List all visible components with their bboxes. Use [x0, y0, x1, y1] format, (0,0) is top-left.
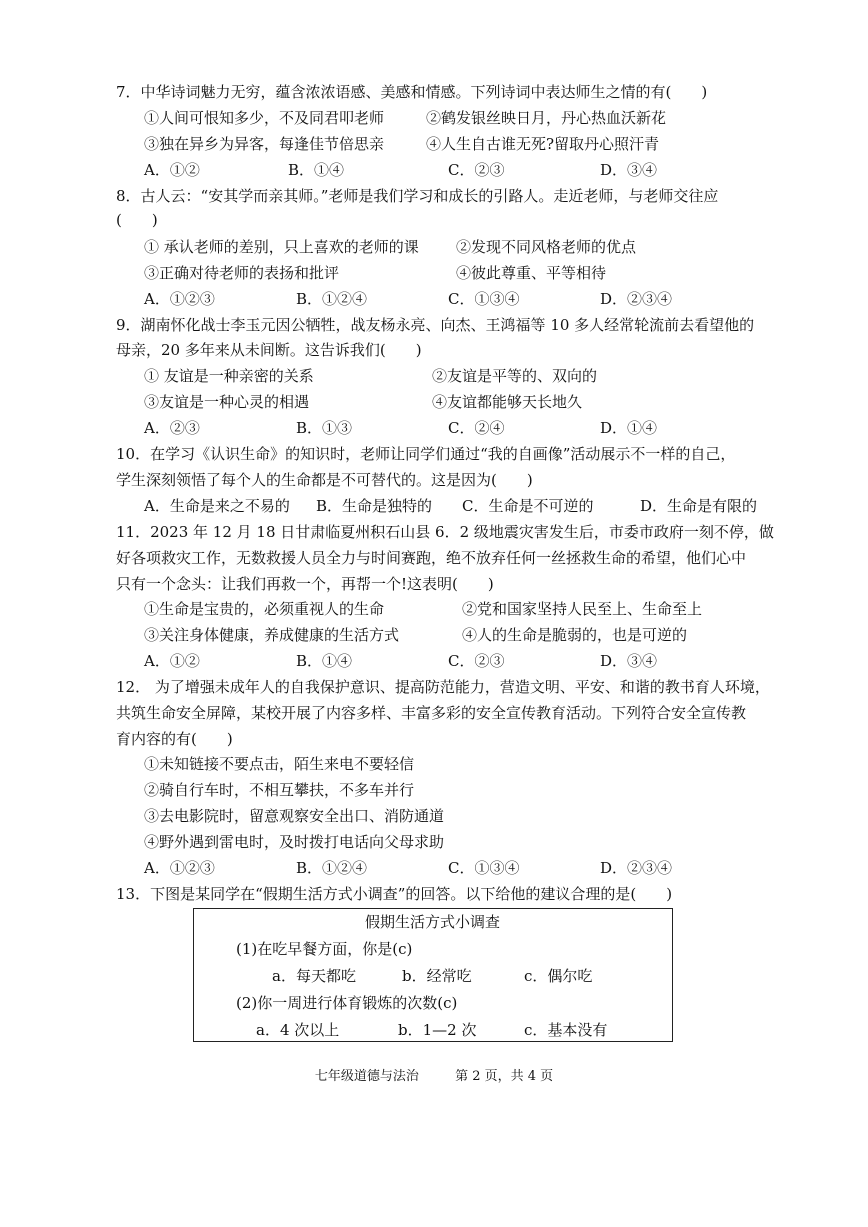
question-7-option-d[interactable]: D．③④ — [600, 161, 658, 179]
survey-question-2: (2)你一周进行体育锻炼的次数(c) — [236, 994, 458, 1012]
question-9-statement-4: ④友谊都能够天长地久 — [432, 393, 583, 411]
question-7-option-c[interactable]: C．②③ — [448, 161, 505, 179]
question-8-option-b[interactable]: B．①②④ — [296, 290, 368, 308]
question-7-statement-3: ③独在异乡为异客，每逢佳节倍思亲 — [144, 135, 385, 153]
question-7-option-a[interactable]: A．①② — [144, 161, 200, 179]
question-9-statements-row-2 — [144, 390, 764, 415]
question-10-stem-cont: 学生深刻领悟了每个人的生命都是不可替代的。这是因为( ) — [116, 471, 533, 489]
question-8-statements-row-1 — [144, 235, 764, 260]
question-8-option-d[interactable]: D．②③④ — [600, 290, 673, 308]
question-9-statement-1: ① 友谊是一种亲密的关系 — [144, 367, 314, 385]
question-11-option-c[interactable]: C．②③ — [448, 652, 505, 670]
survey-title: 假期生活方式小调查 — [364, 913, 500, 931]
question-9-options — [144, 416, 764, 441]
question-11-option-b[interactable]: B．①④ — [296, 652, 353, 670]
question-8-statement-2: ②发现不同风格老师的优点 — [456, 238, 637, 256]
question-10-option-c[interactable]: C．生命是不可逆的 — [462, 497, 594, 515]
question-12-stem: 12． 为了增强未成年人的自我保护意识、提高防范能力，营造文明、平安、和谐的教书育人环境， — [116, 678, 770, 696]
question-11-statement-4: ④人的生命是脆弱的，也是可逆的 — [462, 626, 688, 644]
question-9-option-c[interactable]: C．②④ — [448, 419, 505, 437]
question-8-option-c[interactable]: C．①③④ — [448, 290, 520, 308]
question-10-options — [144, 494, 764, 519]
footer-page-number: 第 2 页，共 4 页 — [455, 1069, 554, 1084]
question-9-statement-2: ②友谊是平等的、双向的 — [432, 367, 598, 385]
question-8-stem-cont: ( ) — [116, 211, 158, 229]
question-13-stem: 13．下图是某同学在“假期生活方式小调查”的回答。以下给他的建议合理的是( ) — [116, 885, 673, 903]
question-11-statements-row-1 — [144, 597, 764, 622]
question-8-stem: 8．古人云：“安其学而亲其师。”老师是我们学习和成长的引路人。走近老师，与老师交往应 — [116, 187, 719, 205]
question-8-statement-3: ③正确对待老师的表扬和批评 — [144, 264, 340, 282]
question-12-statement-3-text: ③去电影院时，留意观察安全出口、消防通道 — [144, 807, 445, 825]
question-11-statement-2: ②党和国家坚持人民至上、生命至上 — [462, 600, 703, 618]
question-9-statement-3: ③友谊是一种心灵的相遇 — [144, 393, 310, 411]
question-12-option-d[interactable]: D．②③④ — [600, 859, 673, 877]
survey-q1-option-a: a．每天都吃 — [272, 967, 356, 985]
survey-q1-option-b: b．经常吃 — [402, 967, 472, 985]
question-8-options — [144, 287, 764, 312]
question-11-statement-3: ③关注身体健康，养成健康的生活方式 — [144, 626, 400, 644]
question-11-statements-row-2 — [144, 623, 764, 648]
survey-q1-option-c: c．偶尔吃 — [524, 967, 593, 985]
question-8-statement-1: ① 承认老师的差别，只上喜欢的老师的课 — [144, 238, 419, 256]
footer-subject: 七年级道德与法治 — [314, 1069, 419, 1084]
question-7-options — [144, 158, 764, 183]
question-8-statements-row-2 — [144, 261, 764, 286]
question-9-option-d[interactable]: D．①④ — [600, 419, 658, 437]
question-11-stem: 11．2023 年 12 月 18 日甘肃临夏州积石山县 6．2 级地震灾害发生后，市委市政府一刻不停，做 — [116, 523, 774, 541]
question-10-option-a[interactable]: A．生命是来之不易的 — [144, 497, 290, 515]
question-11-statement-1: ①生命是宝贵的，必须重视人的生命 — [144, 600, 385, 618]
question-10-stem: 10．在学习《认识生命》的知识时，老师让同学们通过“我的自画像”活动展示不一样的自己， — [116, 445, 736, 463]
question-12-statement-4 — [144, 830, 764, 855]
question-12-statement-2 — [144, 778, 764, 803]
question-8-statement-4: ④彼此尊重、平等相待 — [456, 264, 607, 282]
question-12-statement-1-text: ①未知链接不要点击，陌生来电不要轻信 — [144, 755, 415, 773]
question-7-statements-row-2 — [144, 132, 764, 157]
question-12-statement-4-text: ④野外遇到雷电时，及时拨打电话向父母求助 — [144, 833, 445, 851]
question-9-option-a[interactable]: A．②③ — [144, 419, 200, 437]
question-7-statement-2: ②鹤发银丝映日月，丹心热血沃新花 — [426, 109, 667, 127]
question-12-options — [144, 856, 764, 881]
question-11-stem-cont: 好各项救灾工作，无数救援人员全力与时间赛跑，绝不放弃任何一丝拯救生命的希望，他们心中 — [116, 549, 747, 567]
question-9-statements-row-1 — [144, 364, 764, 389]
survey-q2-option-a: a．4 次以上 — [256, 1021, 340, 1039]
question-11-option-a[interactable]: A．①② — [144, 652, 200, 670]
question-12-option-b[interactable]: B．①②④ — [296, 859, 368, 877]
question-7-stem: 7．中华诗词魅力无穷，蕴含浓浓语感、美感和情感。下列诗词中表达师生之情的有( ) — [116, 83, 708, 101]
question-11-option-d[interactable]: D．③④ — [600, 652, 658, 670]
question-12-stem-cont: 共筑生命安全屏障，某校开展了内容多样、丰富多彩的安全宣传教育活动。下列符合安全宣传教 — [116, 704, 747, 722]
question-7-statement-1: ①人间可恨知多少，不及同君叩老师 — [144, 109, 385, 127]
question-12-statement-1 — [144, 752, 764, 777]
question-10-option-b[interactable]: B．生命是独特的 — [316, 497, 433, 515]
question-7-statement-4: ④人生自古谁无死?留取丹心照汗青 — [426, 135, 660, 153]
question-12-statement-3 — [144, 804, 764, 829]
question-10-option-d[interactable]: D．生命是有限的 — [640, 497, 758, 515]
question-9-stem: 9．湖南怀化战士李玉元因公牺牲，战友杨永亮、向杰、王鸿福等 10 多人经常轮流前去看望他的 — [116, 316, 755, 334]
question-11-stem-cont-2: 只有一个念头：让我们再救一个，再帮一个!这表明( ) — [116, 575, 494, 593]
survey-question-1: (1)在吃早餐方面，你是(c) — [236, 940, 413, 958]
question-12-option-a[interactable]: A．①②③ — [144, 859, 215, 877]
page-footer — [0, 1065, 868, 1084]
question-12-option-c[interactable]: C．①③④ — [448, 859, 520, 877]
question-11-options — [144, 649, 764, 674]
question-9-stem-cont: 母亲，20 多年来从未间断。这告诉我们( ) — [116, 341, 422, 359]
question-12-stem-cont-2: 育内容的有( ) — [116, 730, 233, 748]
question-8-option-a[interactable]: A．①②③ — [144, 290, 215, 308]
question-12-statement-2-text: ②骑自行车时，不相互攀扶，不多车并行 — [144, 781, 415, 799]
question-9-option-b[interactable]: B．①③ — [296, 419, 353, 437]
question-7-statements-row-1 — [144, 106, 764, 131]
survey-q2-option-c: c．基本没有 — [524, 1021, 608, 1039]
question-7-option-b[interactable]: B．①④ — [288, 161, 345, 179]
survey-box — [193, 908, 673, 1042]
survey-q2-option-b: b．1—2 次 — [398, 1021, 477, 1039]
